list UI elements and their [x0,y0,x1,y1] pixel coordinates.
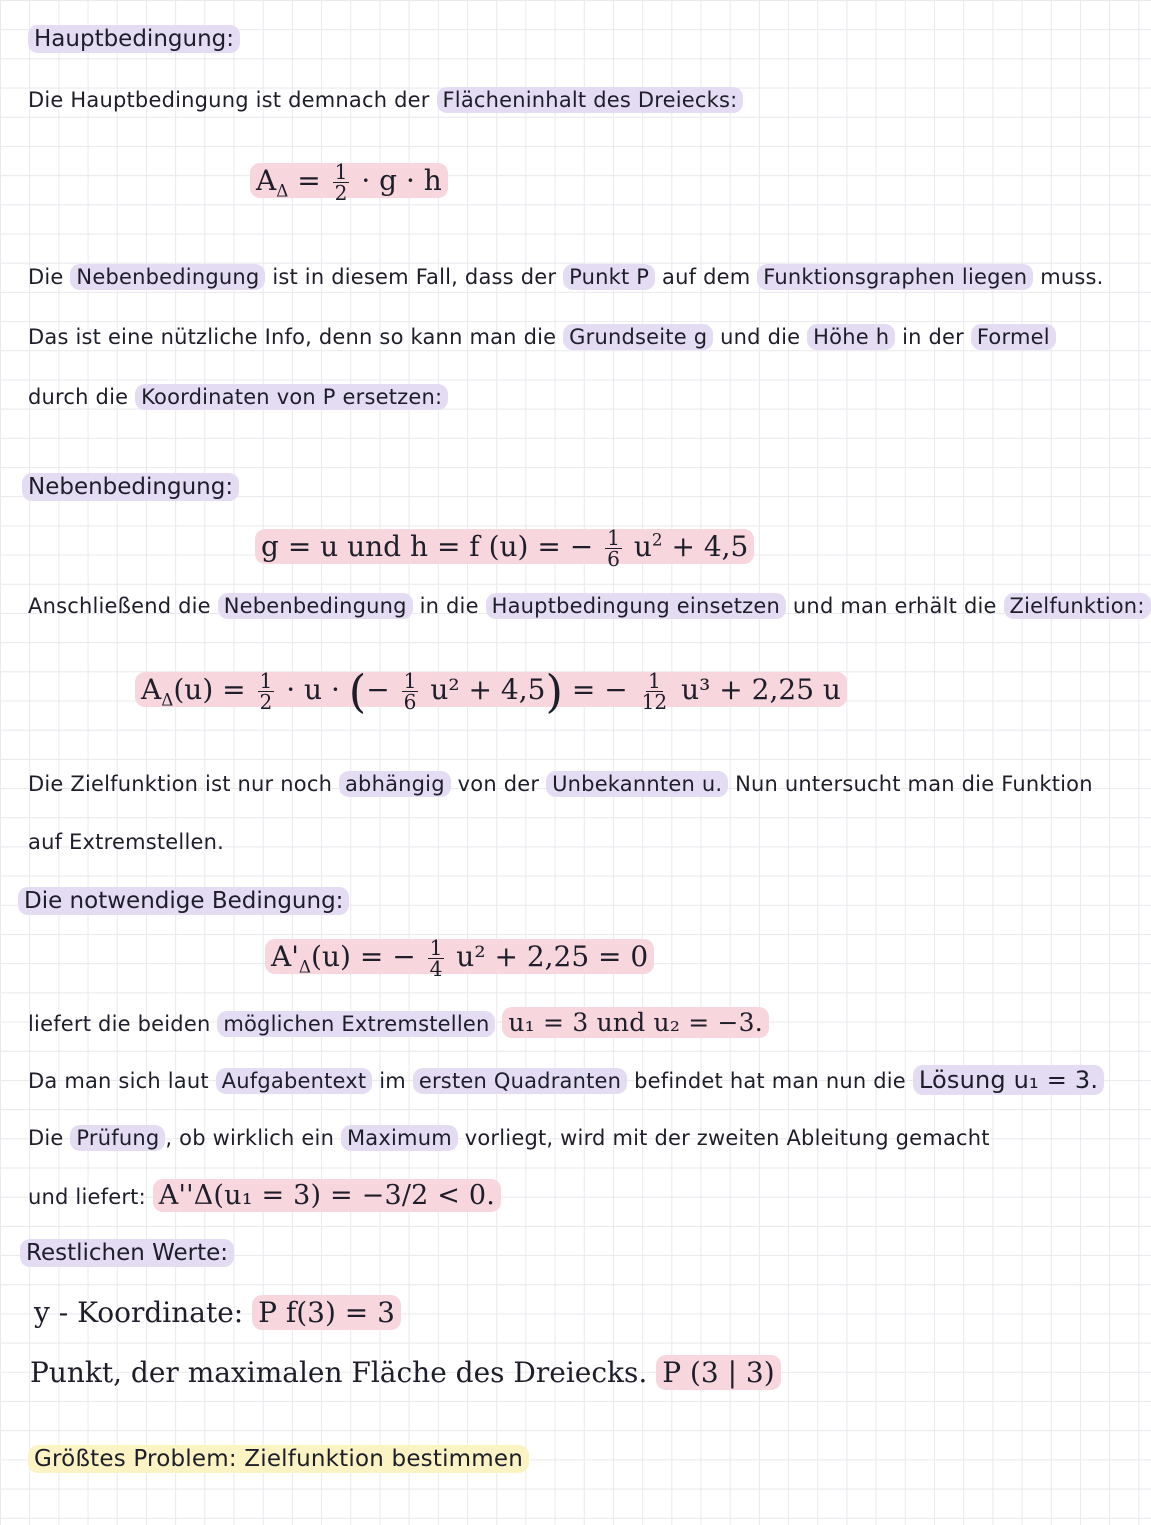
extremstellen-text: liefert die beiden möglichen Extremstellen u₁ = 3 und u₂ = −3. [28,1008,1080,1037]
fraction-one-half: $\frac{1}{2}$ [334,160,348,206]
heading-restliche-werte: Restlichen Werte: [20,1240,1080,1266]
hauptbedingung-text: Die Hauptbedingung ist demnach der Flächeninhalt des Dreiecks: [28,88,1080,112]
pruefung-text-2: und liefert: A''Δ(u₁ = 3) = −3/2 < 0. [28,1180,1080,1211]
zielfunktion-text: Anschließend die Nebenbedingung in die Hauptbedingung einsetzen und man erhält die Zielfunktion: [28,594,1080,618]
heading-notwendige-bedingung: Die notwendige Bedingung: [18,888,1080,914]
formula-ableitung: $A'_\Delta(u)$ = − $\frac{1}{4}$ u² + 2,25 = 0 [265,938,1080,979]
pruefung-text-1: Die Prüfung , ob wirklich ein Maximum vorliegt, wird mit der zweiten Ableitung gemacht [28,1126,990,1150]
formula-area-triangle: $A_\Delta$ = $\frac{1}{2}$ · g · h [250,162,1080,203]
fraction-one-fourth: $\frac{1}{4}$ [429,936,443,982]
nebenbedingung-paragraph-3: durch die Koordinaten von P ersetzen: [28,385,1080,409]
groesstes-problem: Größtes Problem: Zielfunktion bestimmen [28,1446,1080,1472]
formula-zielfunktion: $A_\Delta(u)$ = $\frac{1}{2}$ · u · (− $\frac{1}{6}$ u² + 4,5) = − $\frac{1}{12}$ u³ + 2,25 u [135,665,1080,718]
punkt-maximale-flaeche: Punkt, der maximalen Fläche des Dreiecks. P (3 | 3) [30,1356,1080,1389]
analyse-text-2: auf Extremstellen. [28,830,224,854]
formula-nebenbedingung: g = u und h = f (u) = − $\frac{1}{6}$ $u^2 + 4,5$ [255,528,1080,569]
heading-nebenbedingung: Nebenbedingung: [22,474,1080,500]
fraction-one-half-2: $\frac{1}{2}$ [259,668,273,714]
loesung-text: Da man sich laut Aufgabentext im ersten Quadranten befindet hat man nun die Lösung u₁ = 3. [28,1066,1080,1094]
fraction-one-sixth-2: $\frac{1}{6}$ [403,668,417,714]
nebenbedingung-paragraph-2: Das ist eine nützliche Info, denn so kann man die Grundseite g und die Höhe h in der Formel [28,325,1080,349]
y-koordinate: y - Koordinate: P f(3) = 3 [34,1296,1080,1329]
fraction-one-twelfth: $\frac{1}{12}$ [641,668,668,714]
heading-hauptbedingung: Hauptbedingung: [28,26,1080,52]
fraction-one-sixth: $\frac{1}{6}$ [607,526,620,572]
nebenbedingung-paragraph-1: Die Nebenbedingung ist in diesem Fall, dass der Punkt P auf dem Funktionsgraphen liegen muss. [28,265,1104,289]
analyse-text-1: Die Zielfunktion ist nur noch abhängig von der Unbekannten u. Nun untersucht man die Funktion [28,772,1093,796]
